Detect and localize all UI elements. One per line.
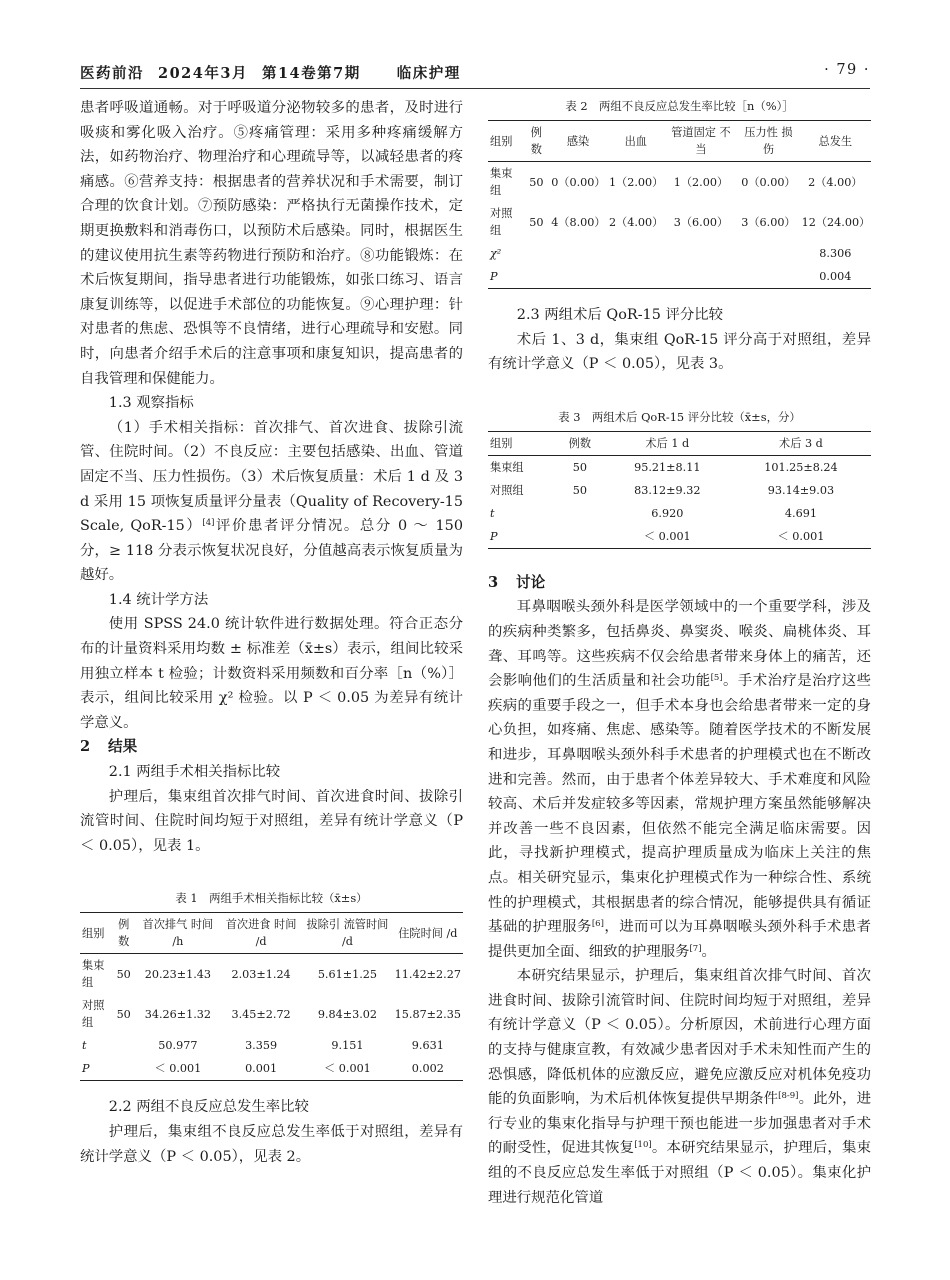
citation-10: [10] bbox=[634, 1140, 652, 1151]
header-rule bbox=[80, 88, 870, 89]
citation-4: [4] bbox=[202, 518, 215, 529]
table-3 bbox=[488, 431, 871, 549]
table-3-header-row: 组别 例数 术后 1 d 术后 3 d bbox=[488, 431, 871, 455]
table-1-header-row bbox=[80, 913, 463, 954]
table-row: t 50.977 3.359 9.151 9.631 bbox=[82, 1039, 444, 1053]
table-row: P 0.004 bbox=[490, 270, 852, 283]
table-row: χ² 8.306 bbox=[490, 247, 852, 260]
table-row: 集束组 50 0（0.00） 1（2.00） 1（2.00） 0（0.00） 2（4.00） bbox=[490, 167, 863, 197]
paragraph-2-2: 护理后，集束组不良反应总发生率低于对照组，差异有统计学意义（P ＜ 0.05），见表 2。 bbox=[80, 1124, 463, 1165]
table-2-header-row: 组别 例数 感染 出血 管道固定 不当 压力性 损伤 总发生 bbox=[488, 121, 871, 162]
paragraph-2-3: 术后 1、3 d，集束组 QoR-15 评分高于对照组，差异有统计学意义（P ＜ 0.05），见表 3。 bbox=[488, 331, 871, 373]
section-name: 临床护理 bbox=[396, 65, 461, 82]
table-row: t 6.920 4.691 bbox=[490, 506, 817, 520]
heading-1-3: 1.3 观察指标 bbox=[108, 395, 194, 412]
issue-date: 2024年3月 bbox=[158, 65, 248, 82]
paragraph-1-3: （1）手术相关指标：首次排气、首次进食、拔除引流管、住院时间。（2）不良反应：主要包括感染、出血、管道固定不当、压力性损伤。（3）术后恢复质量：术后 1 d 及 3 d 采用 15 项恢复质量评分量表（Quality of Recovery-15 Scale, QoR-15）[4]评价患者评分情况。总分 0 ～ 150 分，≥ 118 分表示恢复状况良好，分值越高表示恢复质量为越好。 bbox=[80, 419, 463, 584]
table-2-caption: 表 2 两组不良反应总发生率比较［n（%）］ bbox=[565, 99, 794, 113]
table-row: 对照组 50 83.12±9.32 93.14±9.03 bbox=[490, 483, 835, 497]
table-row: P ＜ 0.001 ＜ 0.001 bbox=[490, 529, 825, 543]
left-column bbox=[80, 96, 463, 1169]
table-row: 集束组 50 20.23±1.43 2.03±1.24 5.61±1.25 11.42±2.27 bbox=[82, 959, 461, 990]
table-1 bbox=[80, 912, 463, 1081]
journal-name: 医药前沿 bbox=[80, 65, 144, 82]
table-row: 集束组 50 95.21±8.11 101.25±8.24 bbox=[490, 460, 838, 474]
issue-volume: 第14卷第7期 bbox=[261, 65, 361, 82]
table-row: 对照组 50 34.26±1.32 3.45±2.72 9.84±3.02 15.87±2.35 bbox=[82, 999, 461, 1030]
heading-2: 2 结果 bbox=[80, 738, 138, 756]
citation-5: [5] bbox=[710, 673, 723, 684]
heading-2-2: 2.2 两组不良反应总发生率比较 bbox=[108, 1099, 309, 1116]
table-1-head: 拔除引 流管时间 /d bbox=[302, 913, 392, 954]
table-1-head: 组别 bbox=[80, 913, 112, 954]
paragraph-3-b: 本研究结果显示，护理后，集束组首次排气时间、首次进食时间、拔除引流管时间、住院时间均短于对照组，差异有统计学意义（P ＜ 0.05）。分析原因，术前进行心理方面的支持与健康宣教，有效减少患者因对手术未知性而产生的恐惧感，降低机体的应激反应，避免应激反应对机体免疫功能的负面影响，为术后机体恢复提供早期条件[8-9]。此外，进行专业的集束化指导与护理干预也能进一步加强患者对手术的耐受性，促进其恢复[10]。本研究结果显示，护理后，集束组的不良反应总发生率低于对照组（P ＜ 0.05）。集束化护理进行规范化管道 bbox=[488, 968, 871, 1206]
running-header bbox=[80, 62, 870, 86]
page-number: · 79 · bbox=[824, 62, 870, 78]
right-column bbox=[488, 96, 871, 1210]
paragraph-1-4: 使用 SPSS 24.0 统计软件进行数据处理。符合正态分布的计量资料采用均数 ± 标准差（x̄±s）表示，组间比较采用独立样本 t 检验；计数资料采用频数和百分率［n（%）］表示，组间比较采用 χ² 检验。以 P ＜ 0.05 为差异有统计学意义。 bbox=[80, 616, 463, 731]
table-1-head: 首次排气 时间 /h bbox=[136, 913, 220, 954]
heading-2-3: 2.3 两组术后 QoR-15 评分比较 bbox=[516, 307, 724, 323]
table-3-caption: 表 3 两组术后 QoR-15 评分比较（x̄±s，分） bbox=[558, 409, 801, 424]
table-2 bbox=[488, 120, 871, 289]
paragraph-2-1: 护理后，集束组首次排气时间、首次进食时间、拔除引流管时间、住院时间均短于对照组，差异有统计学意义（P ＜ 0.05），见表 1。 bbox=[80, 788, 463, 854]
citation-7: [7] bbox=[689, 943, 702, 954]
paragraph-intro: 患者呼吸道通畅。对于呼吸道分泌物较多的患者，及时进行吸痰和雾化吸入治疗。⑤疼痛管理：采用多种疼痛缓解方法，如药物治疗、物理治疗和心理疏导等，以减轻患者的疼痛感。⑥营养支持：根据患者的营养状况和手术需要，制订合理的饮食计划。⑦预防感染：严格执行无菌操作技术，定期更换敷料和消毒伤口，以预防术后感染。同时，根据医生的建议使用抗生素等药物进行预防和治疗。⑧功能锻炼：在术后恢复期间，指导患者进行功能锻炼，如张口练习、语言康复训练等，以促进手术部位的功能恢复。⑨心理护理：针对患者的焦虑、恐惧等不良情绪，进行心理疏导和安慰。同时，向患者介绍手术后的注意事项和康复知识，提高患者的自我管理和保健能力。 bbox=[80, 100, 463, 387]
heading-1-4: 1.4 统计学方法 bbox=[108, 591, 209, 608]
heading-2-1: 2.1 两组手术相关指标比较 bbox=[108, 764, 281, 781]
table-row: P ＜ 0.001 0.001 ＜ 0.001 0.002 bbox=[82, 1062, 444, 1076]
table-1-head: 住院时间 /d bbox=[393, 913, 463, 954]
heading-3: 3 讨论 bbox=[488, 573, 546, 591]
table-1-caption: 表 1 两组手术相关指标比较（x̄±s） bbox=[175, 891, 368, 906]
citation-8-9: [8-9] bbox=[778, 1091, 799, 1102]
citation-6: [6] bbox=[591, 919, 604, 930]
table-1-head: 首次进食 时间 /d bbox=[220, 913, 302, 954]
table-1-head: 例数 bbox=[112, 913, 136, 954]
table-row: 对照组 50 4（8.00） 2（4.00） 3（6.00） 3（6.00） 12（24.00） bbox=[490, 207, 871, 237]
paragraph-3-a: 耳鼻咽喉头颈外科是医学领域中的一个重要学科，涉及的疾病种类繁多，包括鼻炎、鼻窦炎、喉炎、扁桃体炎、耳聋、耳鸣等。这些疾病不仅会给患者带来身体上的痛苦，还会影响他们的生活质量和社会功能[5]。手术治疗是治疗这些疾病的重要手段之一，但手术本身也会给患者带来一定的身心负担，如疼痛、焦虑、感染等。随着医学技术的不断发展和进步，耳鼻咽喉头颈外科手术患者的护理模式也在不断改进和完善。然而，由于患者个体差异较大、手术难度和风险较高、术后并发症较多等因素，常规护理方案虽然能够解决并改善一些不良因素，但依然不能完全满足临床需要。因此，寻找新护理模式，提高护理质量成为临床上关注的焦点。相关研究显示，集束化护理模式作为一种综合性、系统性的护理模式，其根据患者的综合情况，能够提供具有循证基础的护理服务[6]，进而可以为耳鼻咽喉头颈外科手术患者提供更加全面、细致的护理服务[7]。 bbox=[488, 599, 871, 960]
